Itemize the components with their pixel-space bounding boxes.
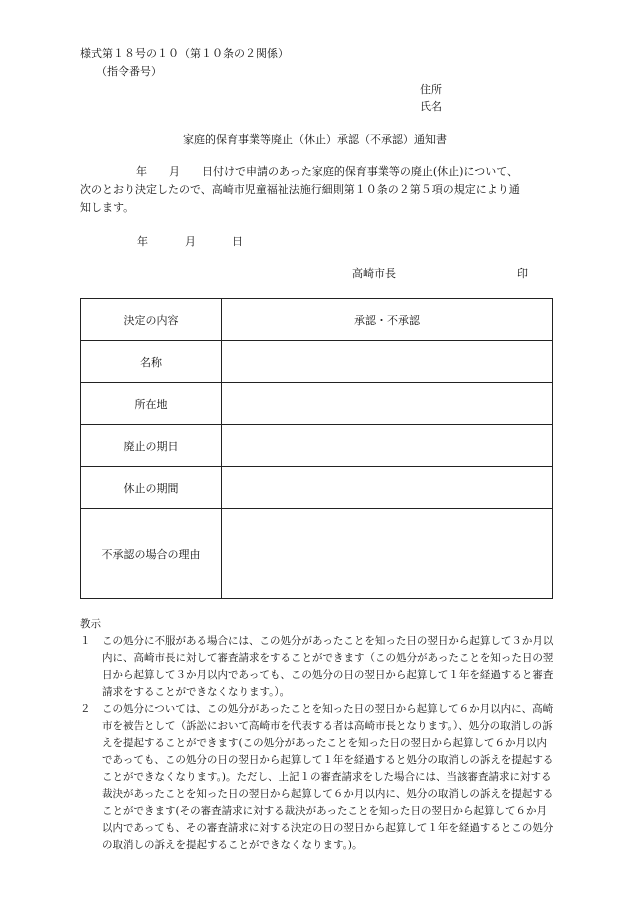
row-label-name: 名称 bbox=[81, 341, 222, 383]
date-day: 日 bbox=[232, 235, 243, 248]
row-value-name bbox=[222, 341, 553, 383]
row-value-location bbox=[222, 383, 553, 425]
decision-table bbox=[80, 298, 553, 599]
table-row bbox=[81, 425, 553, 467]
issuer-name: 高崎市長 bbox=[352, 267, 396, 280]
directive-number: （指令番号） bbox=[96, 65, 162, 78]
seal-mark: 印 bbox=[517, 267, 528, 280]
table-row bbox=[81, 383, 553, 425]
row-label-suspension-period: 休止の期間 bbox=[81, 467, 222, 509]
date-year: 年 bbox=[137, 235, 148, 248]
body-line-3: 知します。 bbox=[80, 201, 135, 214]
document-title: 家庭的保育事業等廃止（休止）承認（不承認）通知書 bbox=[183, 133, 447, 146]
row-value-decision: 承認・不承認 bbox=[222, 299, 553, 341]
row-label-rejection-reason: 不承認の場合の理由 bbox=[81, 509, 222, 599]
table-row bbox=[81, 467, 553, 509]
note-text: この処分については、この処分があったことを知った日の翌日から起算して６か月以内に、高崎市を被告として（訴訟において高崎市を代表する者は高崎市長となります。）、処分の取消しの訴えを提起することができます(この処分があったことを知った日の翌日から起算して６か月以内であっても、この処分の日の翌日から起算して１年を経過すると処分の取消しの訴えを提起することができなくなります。)。ただし、上記１の審査請求をした場合には、当該審査請求に対する裁決があったことを知った日の翌日から起算して６か月以内に、処分の取消しの訴えを提起することができます(その審査請求に対する裁決があったことを知った日の翌日から起算して６か月以内であっても、その審査請求に対する決定の日の翌日から起算して１年を経過するとこの処分の取消しの訴えを提起することができなくなります。)。 bbox=[102, 703, 554, 851]
table-row bbox=[81, 509, 553, 599]
body-line-2: 次のとおり決定したので、高崎市児童福祉法施行細則第１０条の２第５項の規定により通 bbox=[80, 183, 520, 196]
row-label-location: 所在地 bbox=[81, 383, 222, 425]
table-row bbox=[81, 341, 553, 383]
row-value-suspension-period bbox=[222, 467, 553, 509]
form-number: 様式第１８号の１０（第１０条の２関係） bbox=[80, 47, 289, 60]
row-value-rejection-reason bbox=[222, 509, 553, 599]
note-text: この処分に不服がある場合には、この処分があったことを知った日の翌日から起算して３か月以内に、高崎市長に対して審査請求をすることができます（この処分があったことを知った日の翌日から起算して３か月以内であっても、この処分の日の翌日から起算して１年を経過すると審査請求をすることができなくなります。）。 bbox=[102, 635, 554, 698]
row-value-closure-date bbox=[222, 425, 553, 467]
note-number: １ bbox=[80, 635, 91, 647]
appeal-notice bbox=[80, 616, 554, 854]
body-line-1: 年 月 日付けで申請のあった家庭的保育事業等の廃止(休止)について、 bbox=[136, 165, 519, 178]
notes-heading: 教示 bbox=[80, 618, 101, 630]
note-item bbox=[80, 701, 554, 854]
name-label: 氏名 bbox=[420, 100, 442, 113]
row-label-decision: 決定の内容 bbox=[81, 299, 222, 341]
address-label: 住所 bbox=[420, 83, 442, 96]
row-label-closure-date: 廃止の期日 bbox=[81, 425, 222, 467]
date-month: 月 bbox=[185, 235, 196, 248]
table-row bbox=[81, 299, 553, 341]
note-number: ２ bbox=[80, 703, 91, 715]
note-item bbox=[80, 633, 554, 701]
